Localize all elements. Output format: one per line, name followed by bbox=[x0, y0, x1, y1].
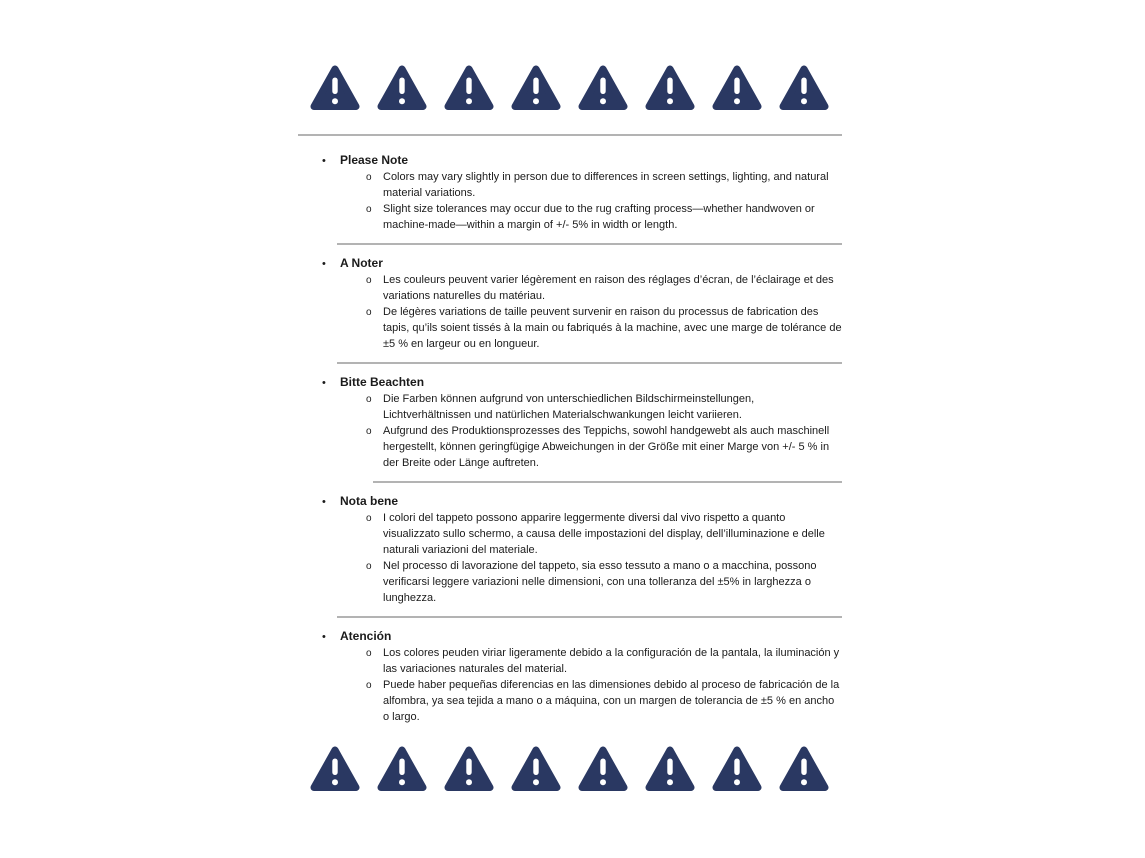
notice-section-english bbox=[300, 152, 842, 233]
warning-triangle-icon bbox=[645, 745, 695, 794]
sub-bullet-marker: o bbox=[366, 561, 372, 572]
warning-triangle-icon bbox=[310, 64, 360, 113]
warning-triangle-icon bbox=[779, 745, 829, 794]
list-item bbox=[300, 201, 842, 233]
notice-text: Les couleurs peuvent varier légèrement en raison des réglages d’écran, de l’éclairage et des variations naturelles du matériau. bbox=[383, 274, 834, 302]
sub-bullet-marker: o bbox=[366, 172, 372, 183]
warning-triangle-icon bbox=[712, 64, 762, 113]
warning-triangle-icon bbox=[712, 745, 762, 794]
section-heading: Nota bene bbox=[340, 494, 399, 508]
bullet-marker: • bbox=[322, 377, 326, 389]
section-heading: A Noter bbox=[340, 256, 383, 270]
document-content bbox=[300, 0, 842, 794]
sub-bullet-marker: o bbox=[366, 275, 372, 286]
list-item bbox=[300, 558, 842, 606]
warning-triangle-icon bbox=[444, 64, 494, 113]
section-divider bbox=[298, 134, 842, 136]
sub-bullet-marker: o bbox=[366, 204, 372, 215]
notice-text: Die Farben können aufgrund von unterschiedlichen Bildschirmeinstellungen, Lichtverhältnissen und natürlichen Materialschwankungen leicht variieren. bbox=[383, 393, 755, 421]
section-divider bbox=[337, 243, 842, 245]
list-item bbox=[300, 169, 842, 201]
warning-icons-top-row bbox=[300, 64, 842, 113]
warning-triangle-icon bbox=[578, 745, 628, 794]
section-heading: Atención bbox=[340, 629, 392, 643]
warning-triangle-icon bbox=[444, 745, 494, 794]
list-item bbox=[300, 304, 842, 352]
list-item bbox=[300, 423, 842, 471]
bullet-marker: • bbox=[322, 155, 326, 167]
notice-section-spanish bbox=[300, 628, 842, 725]
list-item bbox=[300, 272, 842, 304]
sub-bullet-marker: o bbox=[366, 680, 372, 691]
list-item bbox=[300, 510, 842, 558]
notice-text: I colori del tappeto possono apparire leggermente diversi dal vivo rispetto a quanto visualizzato sullo schermo, a causa delle impostazioni del display, dell’illuminazione e delle naturali variazioni del materiale. bbox=[383, 512, 825, 556]
bullet-marker: • bbox=[322, 631, 326, 643]
section-heading: Bitte Beachten bbox=[340, 375, 425, 389]
notice-text: Puede haber pequeñas diferencias en las dimensiones debido al proceso de fabricación de la alfombra, ya sea tejida a mano o a máquina, con un margen de tolerancia de ±5 % en ancho o largo. bbox=[383, 679, 840, 723]
notice-section-german bbox=[300, 374, 842, 471]
notice-section-french bbox=[300, 255, 842, 352]
section-divider bbox=[337, 362, 842, 364]
warning-triangle-icon bbox=[779, 64, 829, 113]
warning-triangle-icon bbox=[377, 64, 427, 113]
list-item bbox=[300, 391, 842, 423]
section-divider bbox=[337, 616, 842, 618]
sub-bullet-marker: o bbox=[366, 307, 372, 318]
warning-triangle-icon bbox=[578, 64, 628, 113]
warning-triangle-icon bbox=[511, 745, 561, 794]
notice-text: Nel processo di lavorazione del tappeto, sia esso tessuto a mano o a macchina, possono verificarsi leggere variazioni nelle dimensioni, con una tolleranza del ±5% in larghezza o lunghezza. bbox=[383, 560, 817, 604]
warning-triangle-icon bbox=[645, 64, 695, 113]
notice-text: De légères variations de taille peuvent survenir en raison du processus de fabrication des tapis, qu’ils soient tissés à la main ou fabriqués à la machine, avec une marge de tolérance de ±5 % en largeur ou en longueur. bbox=[383, 306, 842, 350]
warning-triangle-icon bbox=[377, 745, 427, 794]
section-divider bbox=[373, 481, 842, 483]
sub-bullet-marker: o bbox=[366, 394, 372, 405]
sub-bullet-marker: o bbox=[366, 426, 372, 437]
notice-section-italian bbox=[300, 493, 842, 606]
section-heading: Please Note bbox=[340, 153, 409, 167]
notice-text: Slight size tolerances may occur due to the rug crafting process—whether handwoven or machine-made—within a margin of +/- 5% in width or length. bbox=[383, 203, 815, 231]
warning-triangle-icon bbox=[511, 64, 561, 113]
bullet-marker: • bbox=[322, 258, 326, 270]
notice-text: Aufgrund des Produktionsprozesses des Teppichs, sowohl handgewebt als auch maschinell hergestellt, können geringfügige Abweichungen in der Größe mit einer Marge von +/- 5 % in der Breite oder Länge auftreten. bbox=[383, 425, 830, 469]
sub-bullet-marker: o bbox=[366, 648, 372, 659]
warning-triangle-icon bbox=[310, 745, 360, 794]
warning-icons-bottom-row bbox=[300, 745, 842, 794]
list-item bbox=[300, 645, 842, 677]
notice-text: Colors may vary slightly in person due to differences in screen settings, lighting, and natural material variations. bbox=[383, 171, 829, 199]
bullet-marker: • bbox=[322, 496, 326, 508]
list-item bbox=[300, 677, 842, 725]
notice-text: Los colores peuden viriar ligeramente debido a la configuración de la pantala, la iluminación y las variaciones naturales del material. bbox=[383, 647, 840, 675]
sub-bullet-marker: o bbox=[366, 513, 372, 524]
